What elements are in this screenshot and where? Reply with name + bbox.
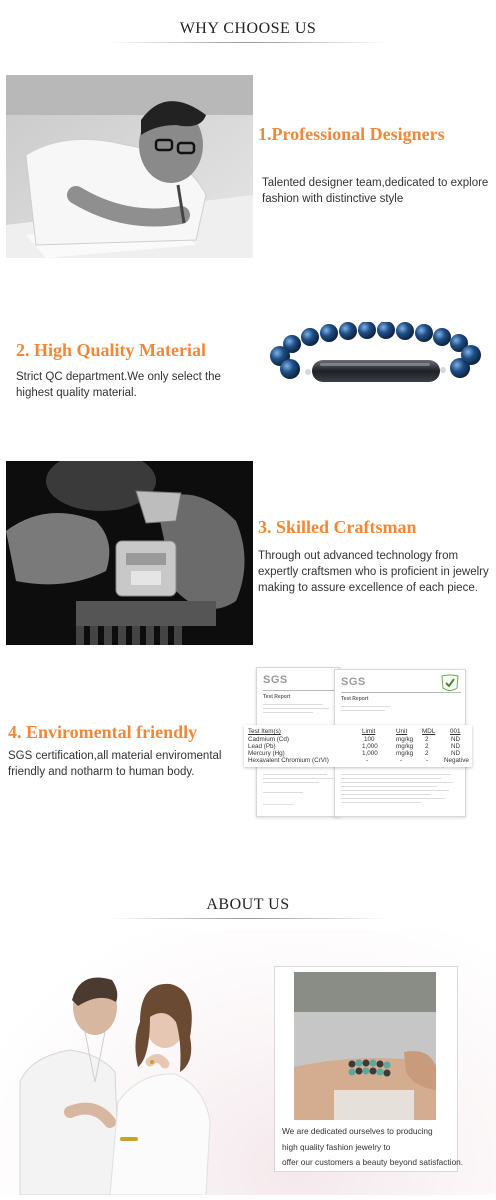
row-cadmium-limit: 100 xyxy=(364,736,375,743)
row-mercury-limit: 1,000 xyxy=(362,750,378,757)
row-mercury-item: Mercury (Hg) xyxy=(248,750,285,757)
feature-2-description: Strict QC department.We only select the highest quality material. xyxy=(16,371,221,399)
row-chromium-mdl: - xyxy=(426,757,429,764)
row-chromium-item: Hexavalent Chromium (CrVI) xyxy=(248,757,329,764)
wrist-bracelet-photo xyxy=(294,972,436,1120)
sgs-results-table xyxy=(244,725,472,767)
why-divider xyxy=(110,42,386,43)
sgs-logo-right: SGS xyxy=(341,676,366,688)
col-test-items: Test Item(s) xyxy=(248,728,281,735)
row-cadmium-item: Cadmium (Cd) xyxy=(248,736,289,743)
report-label-right: Test Report xyxy=(341,696,369,702)
feature-1-title: 1.Professional Designers xyxy=(258,124,445,144)
row-mercury-result: ND xyxy=(451,750,461,757)
couple-photo xyxy=(0,962,270,1195)
col-sample: 001 xyxy=(450,728,461,735)
feature-4-description: SGS certification,all material enviromental friendly and notharm to human body. xyxy=(8,750,222,778)
feature-4-title: 4. Enviromental friendly xyxy=(8,722,198,742)
row-lead-item: Lead (Pb) xyxy=(248,743,276,750)
row-lead-limit: 1,000 xyxy=(362,743,378,750)
feature-3-title: 3. Skilled Craftsman xyxy=(258,517,417,537)
col-unit: Unit xyxy=(396,728,408,735)
row-chromium-limit: - xyxy=(366,757,369,764)
row-lead-mdl: 2 xyxy=(425,743,429,750)
row-lead-unit: mg/kg xyxy=(396,743,414,750)
feature-2-title: 2. High Quality Material xyxy=(16,340,206,360)
feature-3-description: Through out advanced technology from expertly craftsmen who is proficient in jewelry making to assure excellence of each piece. xyxy=(258,550,489,594)
tiger-eye-bracelet-image xyxy=(268,322,483,390)
row-mercury-unit: mg/kg xyxy=(396,750,414,757)
sgs-logo-left: SGS xyxy=(263,674,288,686)
about-us-title: ABOUT US xyxy=(206,896,290,913)
about-line-1: We are dedicated ourselves to producing xyxy=(282,1126,433,1136)
about-line-2: high quality fashion jewelry to xyxy=(282,1141,391,1152)
about-description xyxy=(282,1124,463,1171)
row-cadmium-result: ND xyxy=(451,736,461,743)
row-mercury-mdl: 2 xyxy=(425,750,429,757)
row-lead-result: ND xyxy=(451,743,461,750)
craftsman-photo xyxy=(6,461,253,645)
row-chromium-result: Negative xyxy=(444,757,469,764)
row-chromium-unit: - xyxy=(400,757,403,764)
report-label-left: Test Report xyxy=(263,694,291,700)
designer-photo xyxy=(6,75,253,258)
col-limit: Limit xyxy=(362,728,376,735)
about-divider xyxy=(110,918,386,919)
row-cadmium-mdl: 2 xyxy=(425,736,429,743)
row-cadmium-unit: mg/kg xyxy=(396,736,414,743)
verified-check-icon xyxy=(439,674,461,694)
col-mdl: MDL xyxy=(422,728,436,735)
why-choose-us-title: WHY CHOOSE US xyxy=(179,20,317,37)
about-line-3: offer our customers a beauty beyond satisfaction. xyxy=(282,1157,464,1167)
feature-1-description: Talented designer team,dedicated to explore fashion with distinctive style xyxy=(262,177,489,205)
